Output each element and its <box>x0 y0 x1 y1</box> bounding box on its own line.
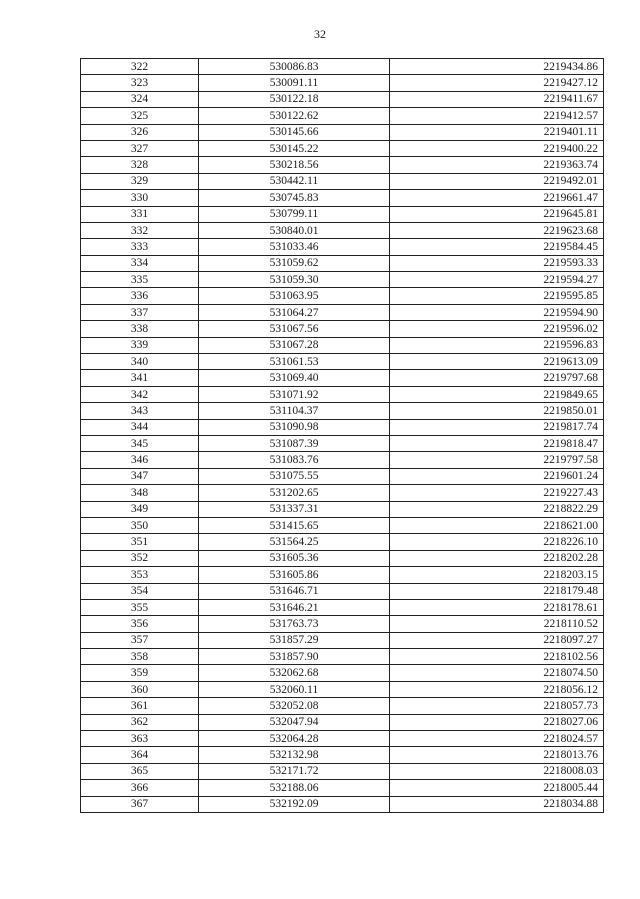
table-row <box>81 435 604 451</box>
y-coordinate-cell: 2218008.03 <box>390 763 604 779</box>
x-coordinate-cell: 530122.18 <box>199 91 390 107</box>
table-row <box>81 91 604 107</box>
x-coordinate-cell: 531087.39 <box>199 435 390 451</box>
x-coordinate-cell: 531067.28 <box>199 337 390 353</box>
x-coordinate-cell: 532060.11 <box>199 681 390 697</box>
y-coordinate-cell: 2218005.44 <box>390 780 604 796</box>
point-number-cell: 327 <box>81 140 199 156</box>
table-row <box>81 190 604 206</box>
point-number-cell: 323 <box>81 75 199 91</box>
table-row <box>81 501 604 517</box>
point-number-cell: 345 <box>81 435 199 451</box>
point-number-cell: 343 <box>81 403 199 419</box>
x-coordinate-cell: 530799.11 <box>199 206 390 222</box>
point-number-cell: 335 <box>81 272 199 288</box>
y-coordinate-cell: 2218034.88 <box>390 796 604 812</box>
point-number-cell: 347 <box>81 468 199 484</box>
table-row <box>81 599 604 615</box>
point-number-cell: 359 <box>81 665 199 681</box>
x-coordinate-cell: 531605.86 <box>199 567 390 583</box>
point-number-cell: 325 <box>81 108 199 124</box>
coordinates-table <box>80 58 604 813</box>
x-coordinate-cell: 532171.72 <box>199 763 390 779</box>
table-row <box>81 206 604 222</box>
y-coordinate-cell: 2219623.68 <box>390 222 604 238</box>
y-coordinate-cell: 2219593.33 <box>390 255 604 271</box>
point-number-cell: 346 <box>81 452 199 468</box>
table-row <box>81 681 604 697</box>
coordinates-table-body <box>81 59 604 813</box>
table-row <box>81 796 604 812</box>
point-number-cell: 339 <box>81 337 199 353</box>
point-number-cell: 361 <box>81 698 199 714</box>
point-number-cell: 349 <box>81 501 199 517</box>
x-coordinate-cell: 531763.73 <box>199 616 390 632</box>
point-number-cell: 330 <box>81 190 199 206</box>
table-row <box>81 124 604 140</box>
y-coordinate-cell: 2219613.09 <box>390 354 604 370</box>
point-number-cell: 362 <box>81 714 199 730</box>
table-row <box>81 616 604 632</box>
y-coordinate-cell: 2218027.06 <box>390 714 604 730</box>
x-coordinate-cell: 531063.95 <box>199 288 390 304</box>
table-row <box>81 272 604 288</box>
y-coordinate-cell: 2219400.22 <box>390 140 604 156</box>
y-coordinate-cell: 2219411.67 <box>390 91 604 107</box>
y-coordinate-cell: 2219645.81 <box>390 206 604 222</box>
point-number-cell: 365 <box>81 763 199 779</box>
x-coordinate-cell: 532132.98 <box>199 747 390 763</box>
x-coordinate-cell: 531069.40 <box>199 370 390 386</box>
y-coordinate-cell: 2219818.47 <box>390 435 604 451</box>
point-number-cell: 350 <box>81 517 199 533</box>
x-coordinate-cell: 530218.56 <box>199 157 390 173</box>
table-row <box>81 419 604 435</box>
y-coordinate-cell: 2218203.15 <box>390 567 604 583</box>
x-coordinate-cell: 531033.46 <box>199 239 390 255</box>
point-number-cell: 357 <box>81 632 199 648</box>
point-number-cell: 352 <box>81 550 199 566</box>
x-coordinate-cell: 531071.92 <box>199 386 390 402</box>
table-row <box>81 370 604 386</box>
y-coordinate-cell: 2218056.12 <box>390 681 604 697</box>
table-row <box>81 304 604 320</box>
y-coordinate-cell: 2218226.10 <box>390 534 604 550</box>
y-coordinate-cell: 2219434.86 <box>390 59 604 75</box>
y-coordinate-cell: 2219227.43 <box>390 485 604 501</box>
point-number-cell: 334 <box>81 255 199 271</box>
y-coordinate-cell: 2219595.85 <box>390 288 604 304</box>
x-coordinate-cell: 532052.08 <box>199 698 390 714</box>
y-coordinate-cell: 2219363.74 <box>390 157 604 173</box>
table-row <box>81 583 604 599</box>
table-row <box>81 763 604 779</box>
x-coordinate-cell: 531857.90 <box>199 649 390 665</box>
point-number-cell: 336 <box>81 288 199 304</box>
y-coordinate-cell: 2219594.27 <box>390 272 604 288</box>
point-number-cell: 364 <box>81 747 199 763</box>
table-row <box>81 75 604 91</box>
table-row <box>81 173 604 189</box>
x-coordinate-cell: 530745.83 <box>199 190 390 206</box>
page-number: 32 <box>314 27 326 41</box>
x-coordinate-cell: 530145.22 <box>199 140 390 156</box>
point-number-cell: 353 <box>81 567 199 583</box>
y-coordinate-cell: 2219584.45 <box>390 239 604 255</box>
point-number-cell: 360 <box>81 681 199 697</box>
point-number-cell: 367 <box>81 796 199 812</box>
point-number-cell: 356 <box>81 616 199 632</box>
y-coordinate-cell: 2218057.73 <box>390 698 604 714</box>
point-number-cell: 344 <box>81 419 199 435</box>
x-coordinate-cell: 531061.53 <box>199 354 390 370</box>
x-coordinate-cell: 530442.11 <box>199 173 390 189</box>
x-coordinate-cell: 530145.66 <box>199 124 390 140</box>
table-row <box>81 321 604 337</box>
y-coordinate-cell: 2218102.56 <box>390 649 604 665</box>
point-number-cell: 338 <box>81 321 199 337</box>
y-coordinate-cell: 2219797.68 <box>390 370 604 386</box>
x-coordinate-cell: 531064.27 <box>199 304 390 320</box>
y-coordinate-cell: 2219797.58 <box>390 452 604 468</box>
table-row <box>81 698 604 714</box>
table-row <box>81 550 604 566</box>
y-coordinate-cell: 2219850.01 <box>390 403 604 419</box>
point-number-cell: 354 <box>81 583 199 599</box>
table-row <box>81 337 604 353</box>
x-coordinate-cell: 531067.56 <box>199 321 390 337</box>
y-coordinate-cell: 2219849.65 <box>390 386 604 402</box>
x-coordinate-cell: 531337.31 <box>199 501 390 517</box>
table-row <box>81 649 604 665</box>
point-number-cell: 337 <box>81 304 199 320</box>
point-number-cell: 351 <box>81 534 199 550</box>
table-row <box>81 747 604 763</box>
table-row <box>81 157 604 173</box>
table-row <box>81 386 604 402</box>
y-coordinate-cell: 2218179.48 <box>390 583 604 599</box>
point-number-cell: 326 <box>81 124 199 140</box>
y-coordinate-cell: 2219401.11 <box>390 124 604 140</box>
x-coordinate-cell: 531564.25 <box>199 534 390 550</box>
x-coordinate-cell: 531104.37 <box>199 403 390 419</box>
table-row <box>81 140 604 156</box>
x-coordinate-cell: 530122.62 <box>199 108 390 124</box>
point-number-cell: 366 <box>81 780 199 796</box>
table-row <box>81 255 604 271</box>
x-coordinate-cell: 531075.55 <box>199 468 390 484</box>
table-row <box>81 632 604 648</box>
table-row <box>81 288 604 304</box>
y-coordinate-cell: 2218178.61 <box>390 599 604 615</box>
table-row <box>81 239 604 255</box>
x-coordinate-cell: 532188.06 <box>199 780 390 796</box>
x-coordinate-cell: 531090.98 <box>199 419 390 435</box>
table-row <box>81 731 604 747</box>
point-number-cell: 358 <box>81 649 199 665</box>
y-coordinate-cell: 2219596.83 <box>390 337 604 353</box>
table-row <box>81 567 604 583</box>
point-number-cell: 355 <box>81 599 199 615</box>
point-number-cell: 322 <box>81 59 199 75</box>
point-number-cell: 342 <box>81 386 199 402</box>
point-number-cell: 332 <box>81 222 199 238</box>
table-row <box>81 222 604 238</box>
table-row <box>81 468 604 484</box>
point-number-cell: 363 <box>81 731 199 747</box>
table-row <box>81 534 604 550</box>
point-number-cell: 341 <box>81 370 199 386</box>
x-coordinate-cell: 530840.01 <box>199 222 390 238</box>
x-coordinate-cell: 531605.36 <box>199 550 390 566</box>
y-coordinate-cell: 2219427.12 <box>390 75 604 91</box>
x-coordinate-cell: 531857.29 <box>199 632 390 648</box>
y-coordinate-cell: 2219412.57 <box>390 108 604 124</box>
x-coordinate-cell: 530091.11 <box>199 75 390 91</box>
x-coordinate-cell: 531646.71 <box>199 583 390 599</box>
x-coordinate-cell: 531059.62 <box>199 255 390 271</box>
table-row <box>81 485 604 501</box>
table-row <box>81 517 604 533</box>
x-coordinate-cell: 532047.94 <box>199 714 390 730</box>
x-coordinate-cell: 531646.21 <box>199 599 390 615</box>
point-number-cell: 329 <box>81 173 199 189</box>
y-coordinate-cell: 2218013.76 <box>390 747 604 763</box>
y-coordinate-cell: 2218110.52 <box>390 616 604 632</box>
y-coordinate-cell: 2218097.27 <box>390 632 604 648</box>
point-number-cell: 340 <box>81 354 199 370</box>
x-coordinate-cell: 531202.65 <box>199 485 390 501</box>
point-number-cell: 333 <box>81 239 199 255</box>
table-row <box>81 354 604 370</box>
point-number-cell: 348 <box>81 485 199 501</box>
table-row <box>81 780 604 796</box>
point-number-cell: 328 <box>81 157 199 173</box>
y-coordinate-cell: 2219594.90 <box>390 304 604 320</box>
x-coordinate-cell: 530086.83 <box>199 59 390 75</box>
table-row <box>81 108 604 124</box>
table-row <box>81 403 604 419</box>
y-coordinate-cell: 2219596.02 <box>390 321 604 337</box>
y-coordinate-cell: 2219601.24 <box>390 468 604 484</box>
y-coordinate-cell: 2218024.57 <box>390 731 604 747</box>
y-coordinate-cell: 2218202.28 <box>390 550 604 566</box>
y-coordinate-cell: 2218074.50 <box>390 665 604 681</box>
table-row <box>81 665 604 681</box>
x-coordinate-cell: 531415.65 <box>199 517 390 533</box>
y-coordinate-cell: 2219492.01 <box>390 173 604 189</box>
point-number-cell: 324 <box>81 91 199 107</box>
x-coordinate-cell: 532064.28 <box>199 731 390 747</box>
y-coordinate-cell: 2218621.00 <box>390 517 604 533</box>
table-row <box>81 452 604 468</box>
y-coordinate-cell: 2218822.29 <box>390 501 604 517</box>
x-coordinate-cell: 531059.30 <box>199 272 390 288</box>
table-row <box>81 714 604 730</box>
x-coordinate-cell: 531083.76 <box>199 452 390 468</box>
point-number-cell: 331 <box>81 206 199 222</box>
y-coordinate-cell: 2219817.74 <box>390 419 604 435</box>
x-coordinate-cell: 532192.09 <box>199 796 390 812</box>
y-coordinate-cell: 2219661.47 <box>390 190 604 206</box>
x-coordinate-cell: 532062.68 <box>199 665 390 681</box>
table-row <box>81 59 604 75</box>
